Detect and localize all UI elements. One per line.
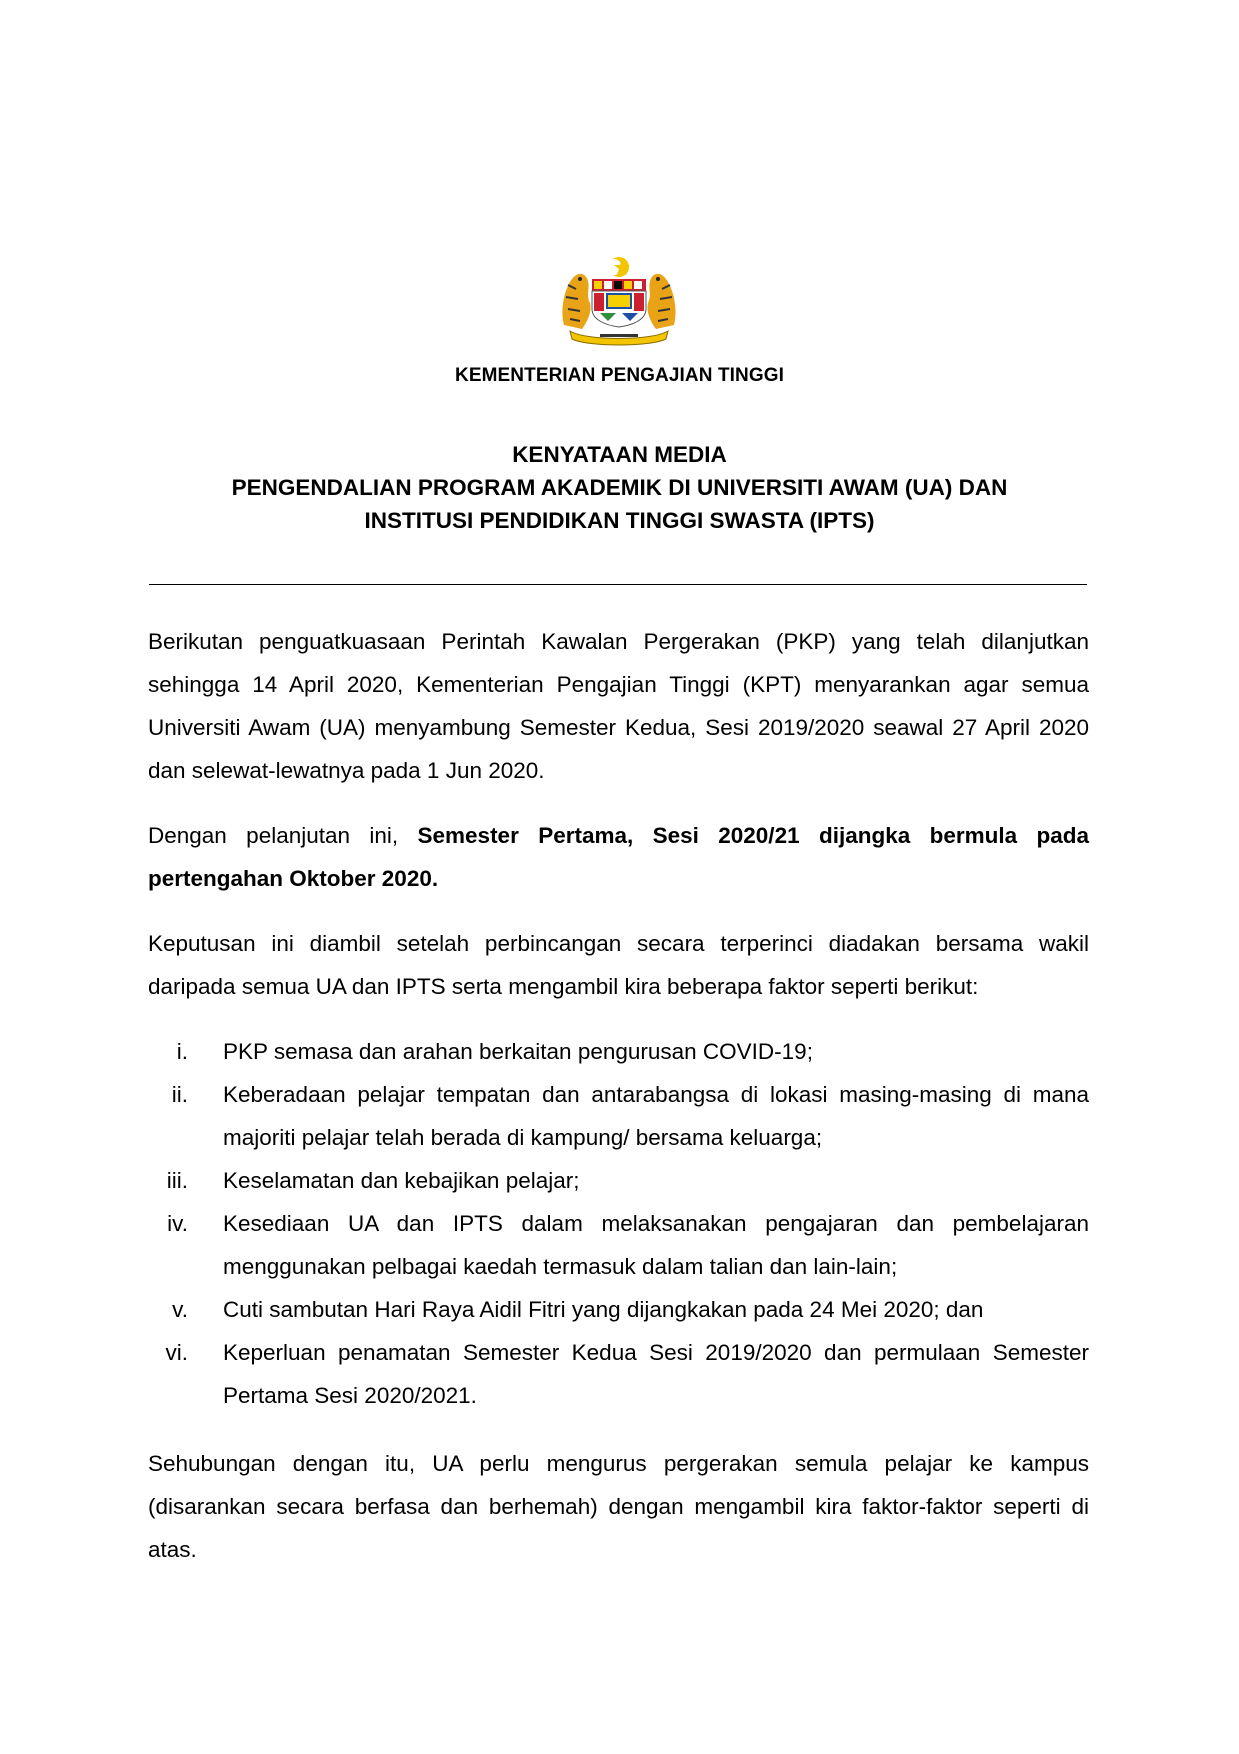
list-item-number: vi. <box>165 1340 188 1365</box>
list-item-number: iv. <box>167 1211 188 1236</box>
list-item-number: iii. <box>166 1168 188 1193</box>
list-item <box>148 1331 1089 1417</box>
list-item-text: Keperluan penamatan Semester Kedua Sesi 2019/2020 dan permulaan Semester Pertama Sesi 2020/2021. <box>223 1340 1089 1408</box>
paragraph-2-bold: Semester Pertama, Sesi 2020/21 dijangka bermula pada pertengahan Oktober 2020. <box>148 823 1089 891</box>
list-item-text: Cuti sambutan Hari Raya Aidil Fitri yang dijangkakan pada 24 Mei 2020; dan <box>223 1297 984 1322</box>
list-item <box>148 1073 1089 1159</box>
divider-line <box>149 584 1087 585</box>
factor-list <box>148 1030 1089 1417</box>
list-item-text: PKP semasa dan arahan berkaitan pengurusan COVID-19; <box>223 1039 813 1064</box>
list-item-number: i. <box>176 1039 188 1064</box>
title-line-3: INSTITUSI PENDIDIKAN TINGGI SWASTA (IPTS) <box>364 508 875 533</box>
list-item-text: Kesediaan UA dan IPTS dalam melaksanakan pengajaran dan pembelajaran menggunakan pelbagai kaedah termasuk dalam talian dan lain-lain; <box>223 1211 1089 1279</box>
paragraph-2-text: Dengan pelanjutan ini, <box>148 823 418 848</box>
title-line-1: KENYATAAN MEDIA <box>512 442 727 467</box>
list-item-text: Keselamatan dan kebajikan pelajar; <box>223 1168 580 1193</box>
list-item-number: v. <box>172 1297 188 1322</box>
document-title <box>0 438 1239 537</box>
coat-of-arms-icon <box>556 255 682 347</box>
paragraph-3: Keputusan ini diambil setelah perbincangan secara terperinci diadakan bersama wakil daripada semua UA dan IPTS serta mengambil kira beberapa faktor seperti berikut: <box>148 931 1089 999</box>
paragraph-4: Sehubungan dengan itu, UA perlu mengurus pergerakan semula pelajar ke kampus (disarankan secara berfasa dan berhemah) dengan mengambil kira faktor-faktor seperti di atas. <box>148 1451 1089 1562</box>
paragraph-1: Berikutan penguatkuasaan Perintah Kawalan Pergerakan (PKP) yang telah dilanjutkan sehingga 14 April 2020, Kementerian Pengajian Tinggi (KPT) menyarankan agar semua Universiti Awam (UA) menyambung Semester Kedua, Sesi 2019/2020 seawal 27 April 2020 dan selewat-lewatnya pada 1 Jun 2020. <box>148 629 1089 783</box>
list-item-text: Keberadaan pelajar tempatan dan antarabangsa di lokasi masing-masing di mana majoriti pelajar telah berada di kampung/ bersama keluarga; <box>223 1082 1089 1150</box>
document-body <box>148 620 1089 1593</box>
list-item <box>148 1159 1089 1202</box>
list-item <box>148 1202 1089 1288</box>
list-item-number: ii. <box>171 1082 188 1107</box>
title-line-2: PENGENDALIAN PROGRAM AKADEMIK DI UNIVERSITI AWAM (UA) DAN <box>231 475 1008 500</box>
list-item <box>148 1030 1089 1073</box>
paragraph-2 <box>148 814 1089 900</box>
list-item <box>148 1288 1089 1331</box>
ministry-name: KEMENTERIAN PENGAJIAN TINGGI <box>455 365 784 386</box>
